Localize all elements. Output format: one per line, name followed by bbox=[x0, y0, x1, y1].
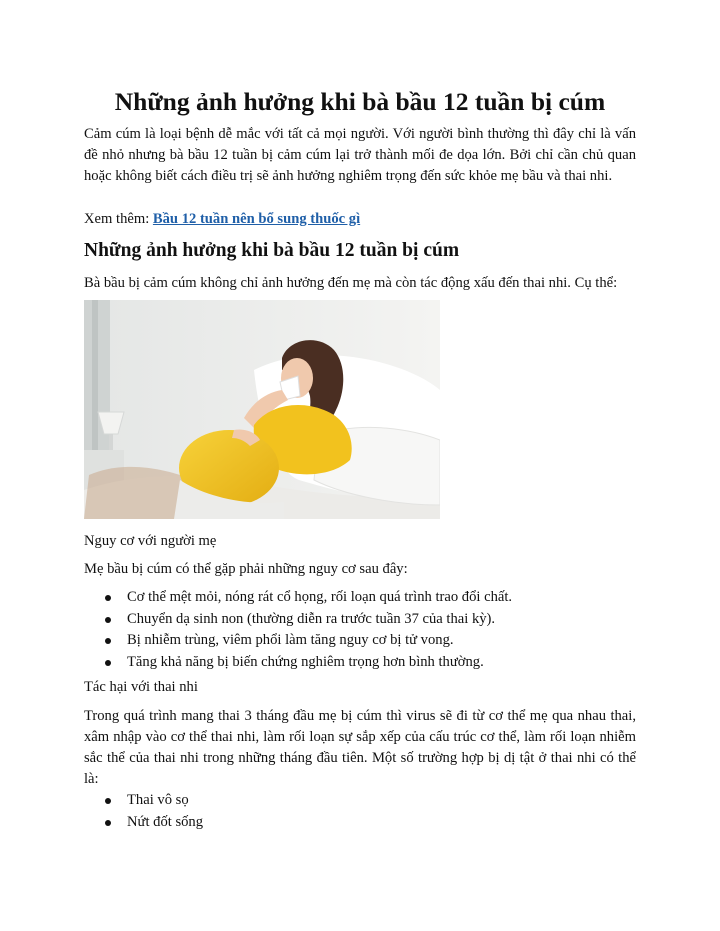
bullet-icon bbox=[105, 595, 111, 601]
list-item: Thai vô sọ bbox=[84, 790, 203, 812]
intro-paragraph: Cảm cúm là loại bệnh dễ mắc với tất cả mọi người. Với người bình thường thì đây chỉ là vấn đề nhỏ nhưng bà bầu 12 tuần bị cảm cúm lại trở thành mối đe dọa lớn. Bởi chỉ cần chủ quan hoặc không biết cách điều trị sẽ ảnh hưởng nghiêm trọng đến sức khỏe mẹ bầu và thai nhi. bbox=[84, 126, 636, 184]
risk-mother-lead: Mẹ bầu bị cúm có thể gặp phải những nguy cơ sau đây: bbox=[84, 561, 408, 577]
section-intro: Bà bầu bị cảm cúm không chỉ ảnh hưởng đến mẹ mà còn tác động xấu đến thai nhi. Cụ thể: bbox=[84, 275, 618, 291]
list-item: Chuyển dạ sinh non (thường diễn ra trước tuần 37 của thai kỳ). bbox=[84, 609, 512, 631]
section-heading: Những ảnh hưởng khi bà bầu 12 tuần bị cúm bbox=[84, 240, 460, 261]
bullet-icon bbox=[105, 820, 111, 826]
bullet-icon bbox=[105, 798, 111, 804]
risk-mother-heading: Nguy cơ với người mẹ bbox=[84, 533, 217, 549]
bullet-icon bbox=[105, 638, 111, 644]
list-item: Bị nhiễm trùng, viêm phổi làm tăng nguy cơ bị tử vong. bbox=[84, 630, 512, 652]
bullet-icon bbox=[105, 617, 111, 623]
see-more-prefix: Xem thêm: bbox=[84, 211, 153, 227]
harm-baby-paragraph: Trong quá trình mang thai 3 tháng đầu mẹ bị cúm thì virus sẽ đi từ cơ thể mẹ qua nhau thai, xâm nhập vào cơ thể thai nhi, làm rối loạn sự sắp xếp của cấu trúc cơ thể, làm rối loạn nhiễm sắc thể của thai nhi trong những tháng đầu tiên. Một số trường hợp bị dị tật ở thai nhi có thể là: bbox=[84, 708, 636, 787]
list-item: Cơ thể mệt mỏi, nóng rát cổ họng, rối loạn quá trình trao đổi chất. bbox=[84, 587, 512, 609]
page-title: Những ảnh hưởng khi bà bầu 12 tuần bị cúm bbox=[114, 87, 606, 116]
bullet-icon bbox=[105, 660, 111, 666]
list-item: Tăng khả năng bị biến chứng nghiêm trọng hơn bình thường. bbox=[84, 652, 512, 674]
see-more-link[interactable]: Bầu 12 tuần nên bổ sung thuốc gì bbox=[152, 211, 361, 227]
harm-baby-list bbox=[84, 790, 203, 833]
harm-baby-heading: Tác hại với thai nhi bbox=[84, 679, 198, 695]
see-more-line bbox=[84, 209, 360, 230]
list-item: Nứt đốt sống bbox=[84, 812, 203, 834]
pregnant-woman-photo bbox=[84, 300, 440, 519]
risk-mother-list bbox=[84, 587, 512, 673]
